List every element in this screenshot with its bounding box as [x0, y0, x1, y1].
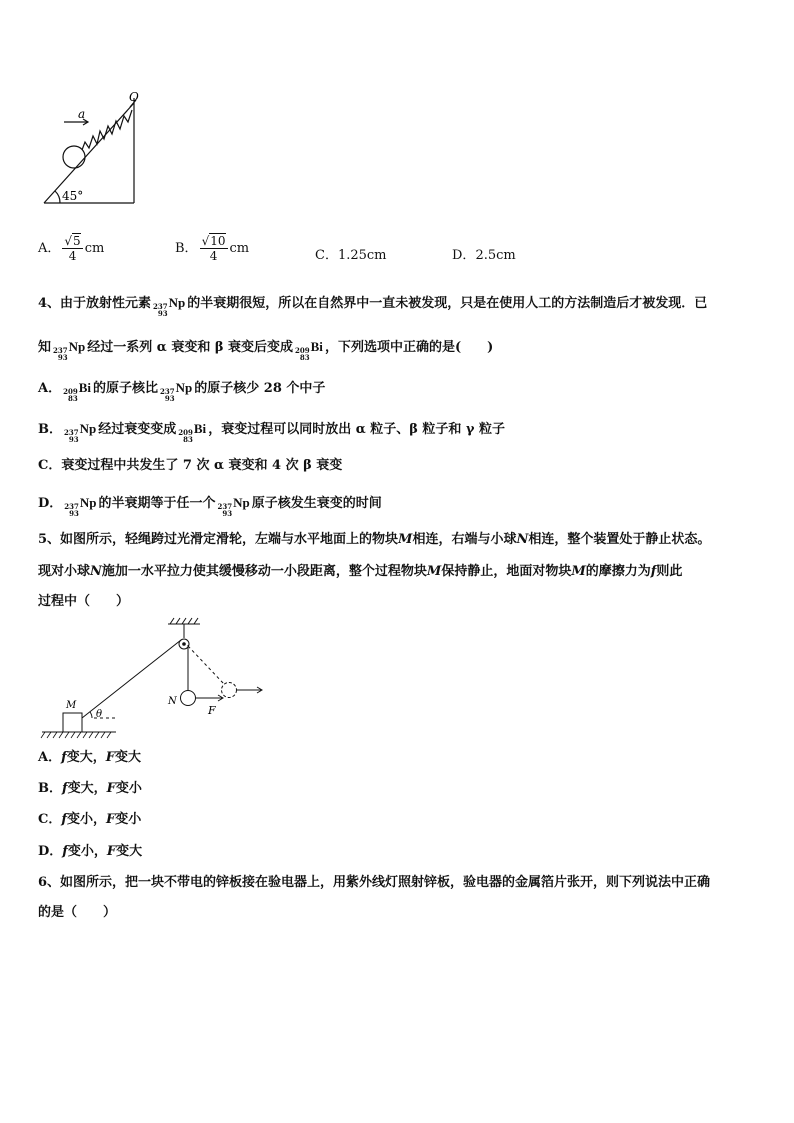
q4-option-d: D． 237 93 Np 的半衰期等于任一个 237 93 Np 原子核发生衰变的时间 [38, 495, 382, 518]
q3-option-a: A． $\frac{√5}{4}$ cm [38, 234, 105, 263]
q3-option-d: D．2.5cm [452, 248, 516, 263]
q4-line2: 知 237 93 Np 经过一系列 α 衰变和 β 衰变后变成 209 83 Bi ，下列选项中正确的是( ) [38, 339, 494, 362]
point-o-label: O [129, 90, 139, 104]
pulley-figure [36, 616, 272, 744]
incline-spring-figure [36, 84, 146, 208]
bi-nuclide: 209 83 Bi [295, 339, 323, 362]
q3-option-b: B． $\frac{√10}{4}$ cm [175, 234, 250, 263]
np-nuclide: 237 93 Np [153, 295, 186, 318]
bi-nuclide: 209 83 Bi [178, 421, 207, 444]
q4-option-c: C．衰变过程中共发生了 7 次 α 衰变和 4 次 β 衰变 [38, 458, 343, 473]
ball-n-label: N [168, 696, 177, 707]
q4-line1: 4、由于放射性元素 237 93 Np 的半衰期很短，所以在自然界中一直未被发现，只是在使用人工的方法制造后才被发现．已 [38, 295, 708, 318]
q5-option-d: D．f变小，F变大 [38, 844, 143, 859]
q4-option-a: A． 209 83 Bi 的原子核比 237 93 Np 的原子核少 28 个中子 [38, 380, 326, 403]
theta-label: θ [96, 709, 103, 720]
np-nuclide: 237 93 Np [64, 495, 97, 518]
q6-line1: 6、如图所示，把一块不带电的锌板接在验电器上，用紫外线灯照射锌板，验电器的金属箔片张开，则下列说法中正确 [38, 875, 711, 890]
q6-line2: 的是（ ） [38, 905, 117, 920]
fraction: $\frac{√5}{4}$ [64, 234, 81, 263]
angle-label: 45° [62, 189, 84, 203]
np-nuclide: 237 93 Np [64, 421, 97, 444]
np-nuclide: 237 93 Np [217, 495, 250, 518]
q5-line2: 现对小球N施加一水平拉力使其缓慢移动一小段距离，整个过程物块M保持静止，地面对物块M的摩擦力为f则此 [38, 564, 683, 579]
fraction: $\frac{√10}{4}$ [201, 234, 226, 263]
accel-label: a [78, 107, 86, 121]
np-nuclide: 237 93 Np [160, 380, 193, 403]
q5-option-b: B．f变大，F变小 [38, 781, 142, 796]
q3-option-c: C．1.25cm [315, 248, 387, 263]
q5-line1: 5、如图所示，轻绳跨过光滑定滑轮，左端与水平地面上的物块M相连，右端与小球N相连，整个装置处于静止状态。 [38, 532, 711, 547]
q5-option-c: C．f变小，F变小 [38, 812, 142, 827]
block-m-label: M [66, 700, 77, 711]
q5-line3: 过程中（ ） [38, 594, 130, 609]
bi-nuclide: 209 83 Bi [63, 380, 92, 403]
q4-option-b: B． 237 93 Np 经过衰变变成 209 83 Bi ，衰变过程可以同时放出 α 粒子、β 粒子和 γ 粒子 [38, 421, 506, 444]
np-nuclide: 237 93 Np [53, 339, 86, 362]
force-f-label: F [208, 704, 216, 717]
q5-option-a: A．f变大，F变大 [38, 750, 141, 765]
